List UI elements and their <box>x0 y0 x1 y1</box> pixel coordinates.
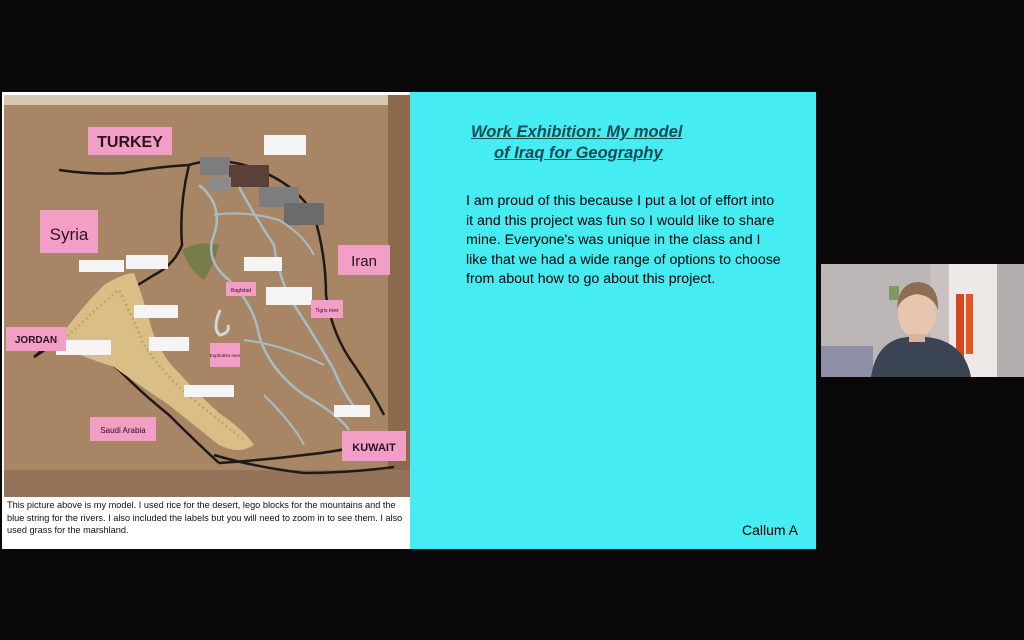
photo-panel <box>2 92 410 549</box>
participant-video-tile[interactable] <box>821 264 1024 377</box>
photo-caption: This picture above is my model. I used rice for the desert, lego blocks for the mountains and the blue string for the rivers. I also included the labels but you will need to zoom in to see them. I also used grass for the marshland. <box>7 500 403 536</box>
label-tigris: Tigris river <box>315 308 339 314</box>
label-jordan: JORDAN <box>14 335 58 346</box>
label-baghdad: Baghdad <box>230 288 252 294</box>
iraq-model-image <box>4 95 410 497</box>
slide-title-line-2: of Iraq for Geography <box>494 144 663 162</box>
slide-body-text: I am proud of this because I put a lot of effort into it and this project was fun so I would like to share mine. Everyone's was unique in the class and I like that we had a wide range of options to choose from about how to go about this project. <box>466 193 781 288</box>
participant-video-image <box>821 264 1024 377</box>
slide-title <box>466 122 766 164</box>
presentation-slide <box>2 92 816 549</box>
label-turkey: TURKEY <box>97 134 163 151</box>
slide-title-line-1: Work Exhibition: My model <box>471 123 683 141</box>
model-photo <box>4 95 410 497</box>
slide-author: Callum A <box>742 522 799 538</box>
label-saudi-arabia: Saudi Arabia <box>100 426 146 435</box>
label-syria: Syria <box>49 225 89 244</box>
label-iran: Iran <box>351 253 377 270</box>
label-euphrates: Euphrates river <box>209 353 241 358</box>
label-kuwait: KUWAIT <box>352 442 396 454</box>
